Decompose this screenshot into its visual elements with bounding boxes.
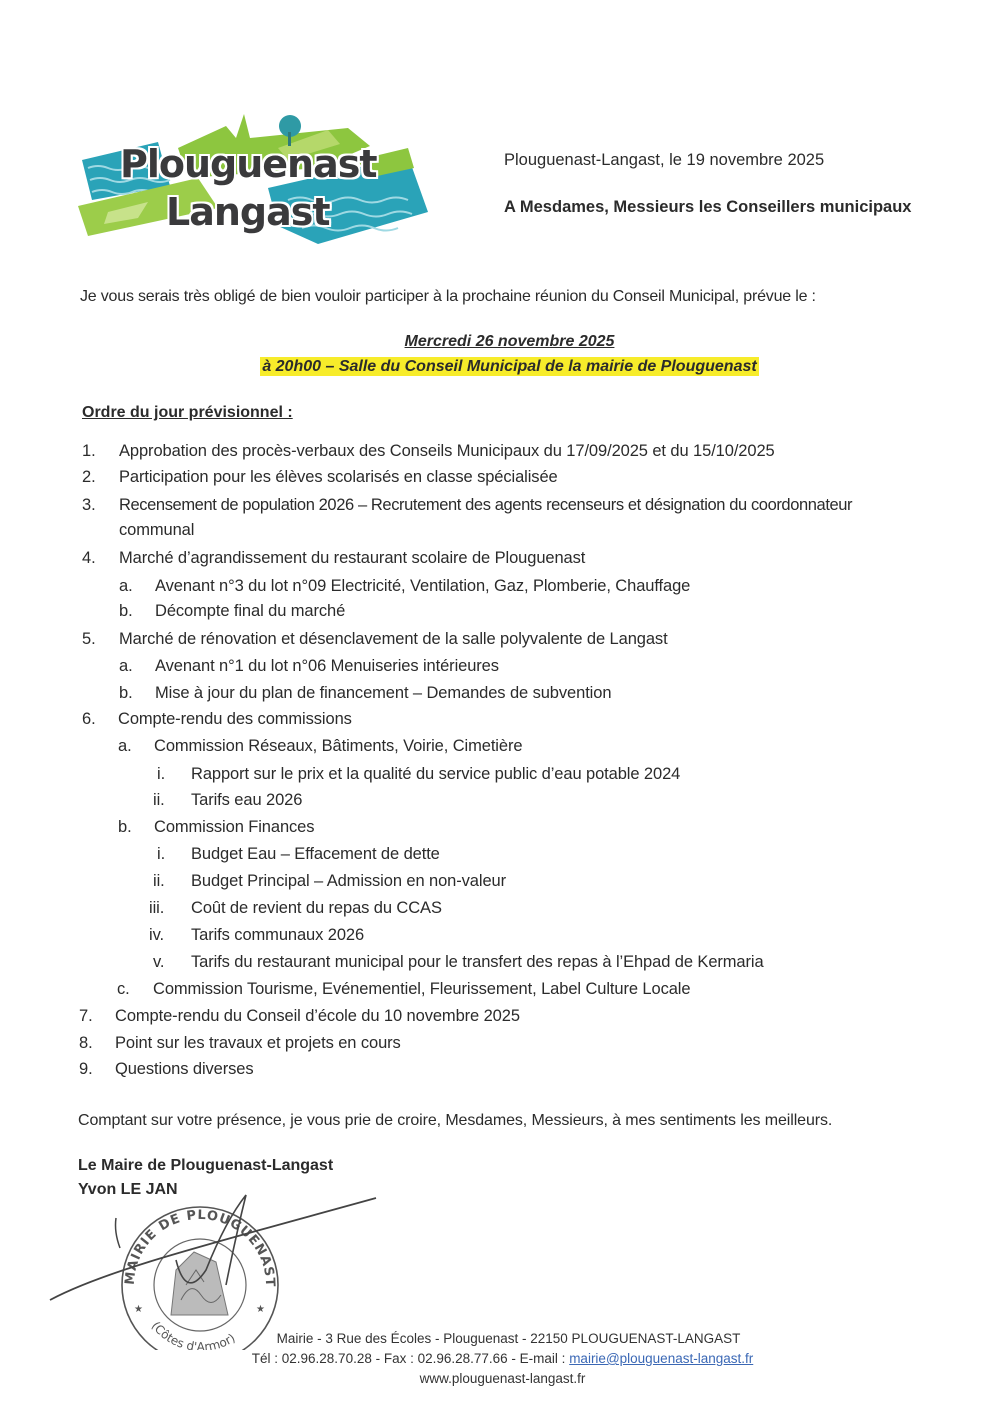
svg-text:★: ★ [256, 1304, 265, 1315]
svg-text:★: ★ [134, 1304, 143, 1315]
place-and-date: Plouguenast-Langast, le 19 novembre 2025 [504, 151, 825, 169]
meeting-place [0, 358, 989, 376]
item-text: Avenant n°3 du lot n°09 Electricité, Ventilation, Gaz, Plomberie, Chauffage [155, 577, 691, 595]
item-number: 8. [79, 1034, 93, 1052]
meeting-place-highlight: à 20h00 – Salle du Conseil Municipal de la mairie de Plouguenast [262, 358, 757, 375]
item-text: Tarifs du restaurant municipal pour le transfert des repas à l’Ehpad de Kermaria [191, 953, 764, 971]
footer-address: Mairie - 3 Rue des Écoles - Plouguenast - 22150 PLOUGUENAST-LANGAST [276, 1331, 741, 1346]
item-letter: a. [118, 737, 132, 755]
item-roman: v. [153, 953, 165, 971]
item-roman: i. [157, 845, 166, 863]
item-text: Commission Tourisme, Evénementiel, Fleurissement, Label Culture Locale [153, 980, 691, 998]
item-letter: b. [119, 602, 133, 620]
signer-title: Le Maire de Plouguenast-Langast [78, 1157, 334, 1174]
item-text: Coût de revient du repas du CCAS [191, 899, 442, 917]
item-number: 6. [82, 710, 96, 728]
item-text: Questions diverses [115, 1060, 254, 1078]
item-number: 5. [82, 630, 96, 648]
item-letter: b. [119, 684, 133, 702]
item-text: Marché de rénovation et désenclavement de la salle polyvalente de Langast [119, 630, 668, 648]
closing-paragraph: Comptant sur votre présence, je vous prie de croire, Mesdames, Messieurs, à mes sentiments les meilleurs. [78, 1112, 833, 1129]
item-roman: ii. [153, 872, 165, 890]
item-number: 2. [82, 468, 96, 486]
meeting-date: Mercredi 26 novembre 2025 [404, 333, 615, 350]
item-text: Compte-rendu du Conseil d’école du 10 novembre 2025 [115, 1007, 520, 1025]
item-letter: a. [119, 577, 133, 595]
item-text: Recensement de population 2026 – Recrutement des agents recenseurs et désignation du coordonnateur [119, 496, 853, 514]
municipality-logo [78, 108, 430, 248]
item-number: 3. [82, 496, 96, 514]
footer-contact [0, 1351, 989, 1366]
item-roman: ii. [153, 791, 165, 809]
item-text: Commission Finances [154, 818, 315, 836]
signer-name: Yvon LE JAN [78, 1181, 178, 1198]
stamp-bottom-text: (Côtes d'Armor) [148, 1318, 238, 1350]
item-text: Décompte final du marché [155, 602, 346, 620]
agenda-title: Ordre du jour prévisionnel : [82, 404, 293, 421]
item-text: Rapport sur le prix et la qualité du service public d’eau potable 2024 [191, 765, 681, 783]
item-text: Avenant n°1 du lot n°06 Menuiseries intérieures [155, 657, 499, 675]
signature-stroke [116, 1218, 121, 1248]
intro-paragraph: Je vous serais très obligé de bien vouloir participer à la prochaine réunion du Conseil Municipal, prévue le : [80, 288, 816, 305]
item-number: 9. [79, 1060, 93, 1078]
item-number: 7. [79, 1007, 93, 1025]
item-text: Approbation des procès-verbaux des Conseils Municipaux du 17/09/2025 et du 15/10/2025 [119, 442, 775, 460]
stamp-seal-icon [46, 1190, 386, 1350]
footer-email-link[interactable]: mairie@plouguenast-langast.fr [569, 1351, 754, 1366]
item-text: Point sur les travaux et projets en cours [115, 1034, 401, 1052]
item-text: Tarifs communaux 2026 [191, 926, 365, 944]
footer-website[interactable]: www.plouguenast-langast.fr [419, 1371, 586, 1386]
svg-text:MAIRIE DE PLOUGUENAST-LANGAST [46, 1190, 277, 1287]
footer-phone-fax: Tél : 02.96.28.70.28 - Fax : 02.96.28.77.66 - E-mail : [251, 1351, 570, 1366]
item-text: Mise à jour du plan de financement – Demandes de subvention [155, 684, 612, 702]
item-text: Participation pour les élèves scolarisés en classe spécialisée [119, 468, 558, 486]
item-letter: a. [119, 657, 133, 675]
logo-text-line1: Plouguenast [120, 142, 377, 186]
item-roman: i. [157, 765, 166, 783]
item-text: Tarifs eau 2026 [191, 791, 303, 809]
agenda-item-continuation: communal [119, 521, 195, 539]
item-number: 1. [82, 442, 96, 460]
logo-text-line2: Langast [166, 190, 330, 234]
stamp-top-text: MAIRIE DE PLOUGUENAST [122, 1207, 278, 1287]
official-stamp-and-signature [46, 1190, 386, 1350]
item-text: Marché d’agrandissement du restaurant scolaire de Plouguenast [119, 549, 586, 567]
item-number: 4. [82, 549, 96, 567]
item-letter: b. [118, 818, 132, 836]
item-text: Budget Eau – Effacement de dette [191, 845, 440, 863]
item-letter: c. [117, 980, 130, 998]
item-text: Compte-rendu des commissions [118, 710, 352, 728]
item-roman: iii. [149, 899, 165, 917]
item-text: Budget Principal – Admission en non-valeur [191, 872, 506, 890]
item-roman: iv. [149, 926, 164, 944]
item-text: Commission Réseaux, Bâtiments, Voirie, Cimetière [154, 737, 523, 755]
recipients: A Mesdames, Messieurs les Conseillers municipaux [504, 198, 912, 216]
